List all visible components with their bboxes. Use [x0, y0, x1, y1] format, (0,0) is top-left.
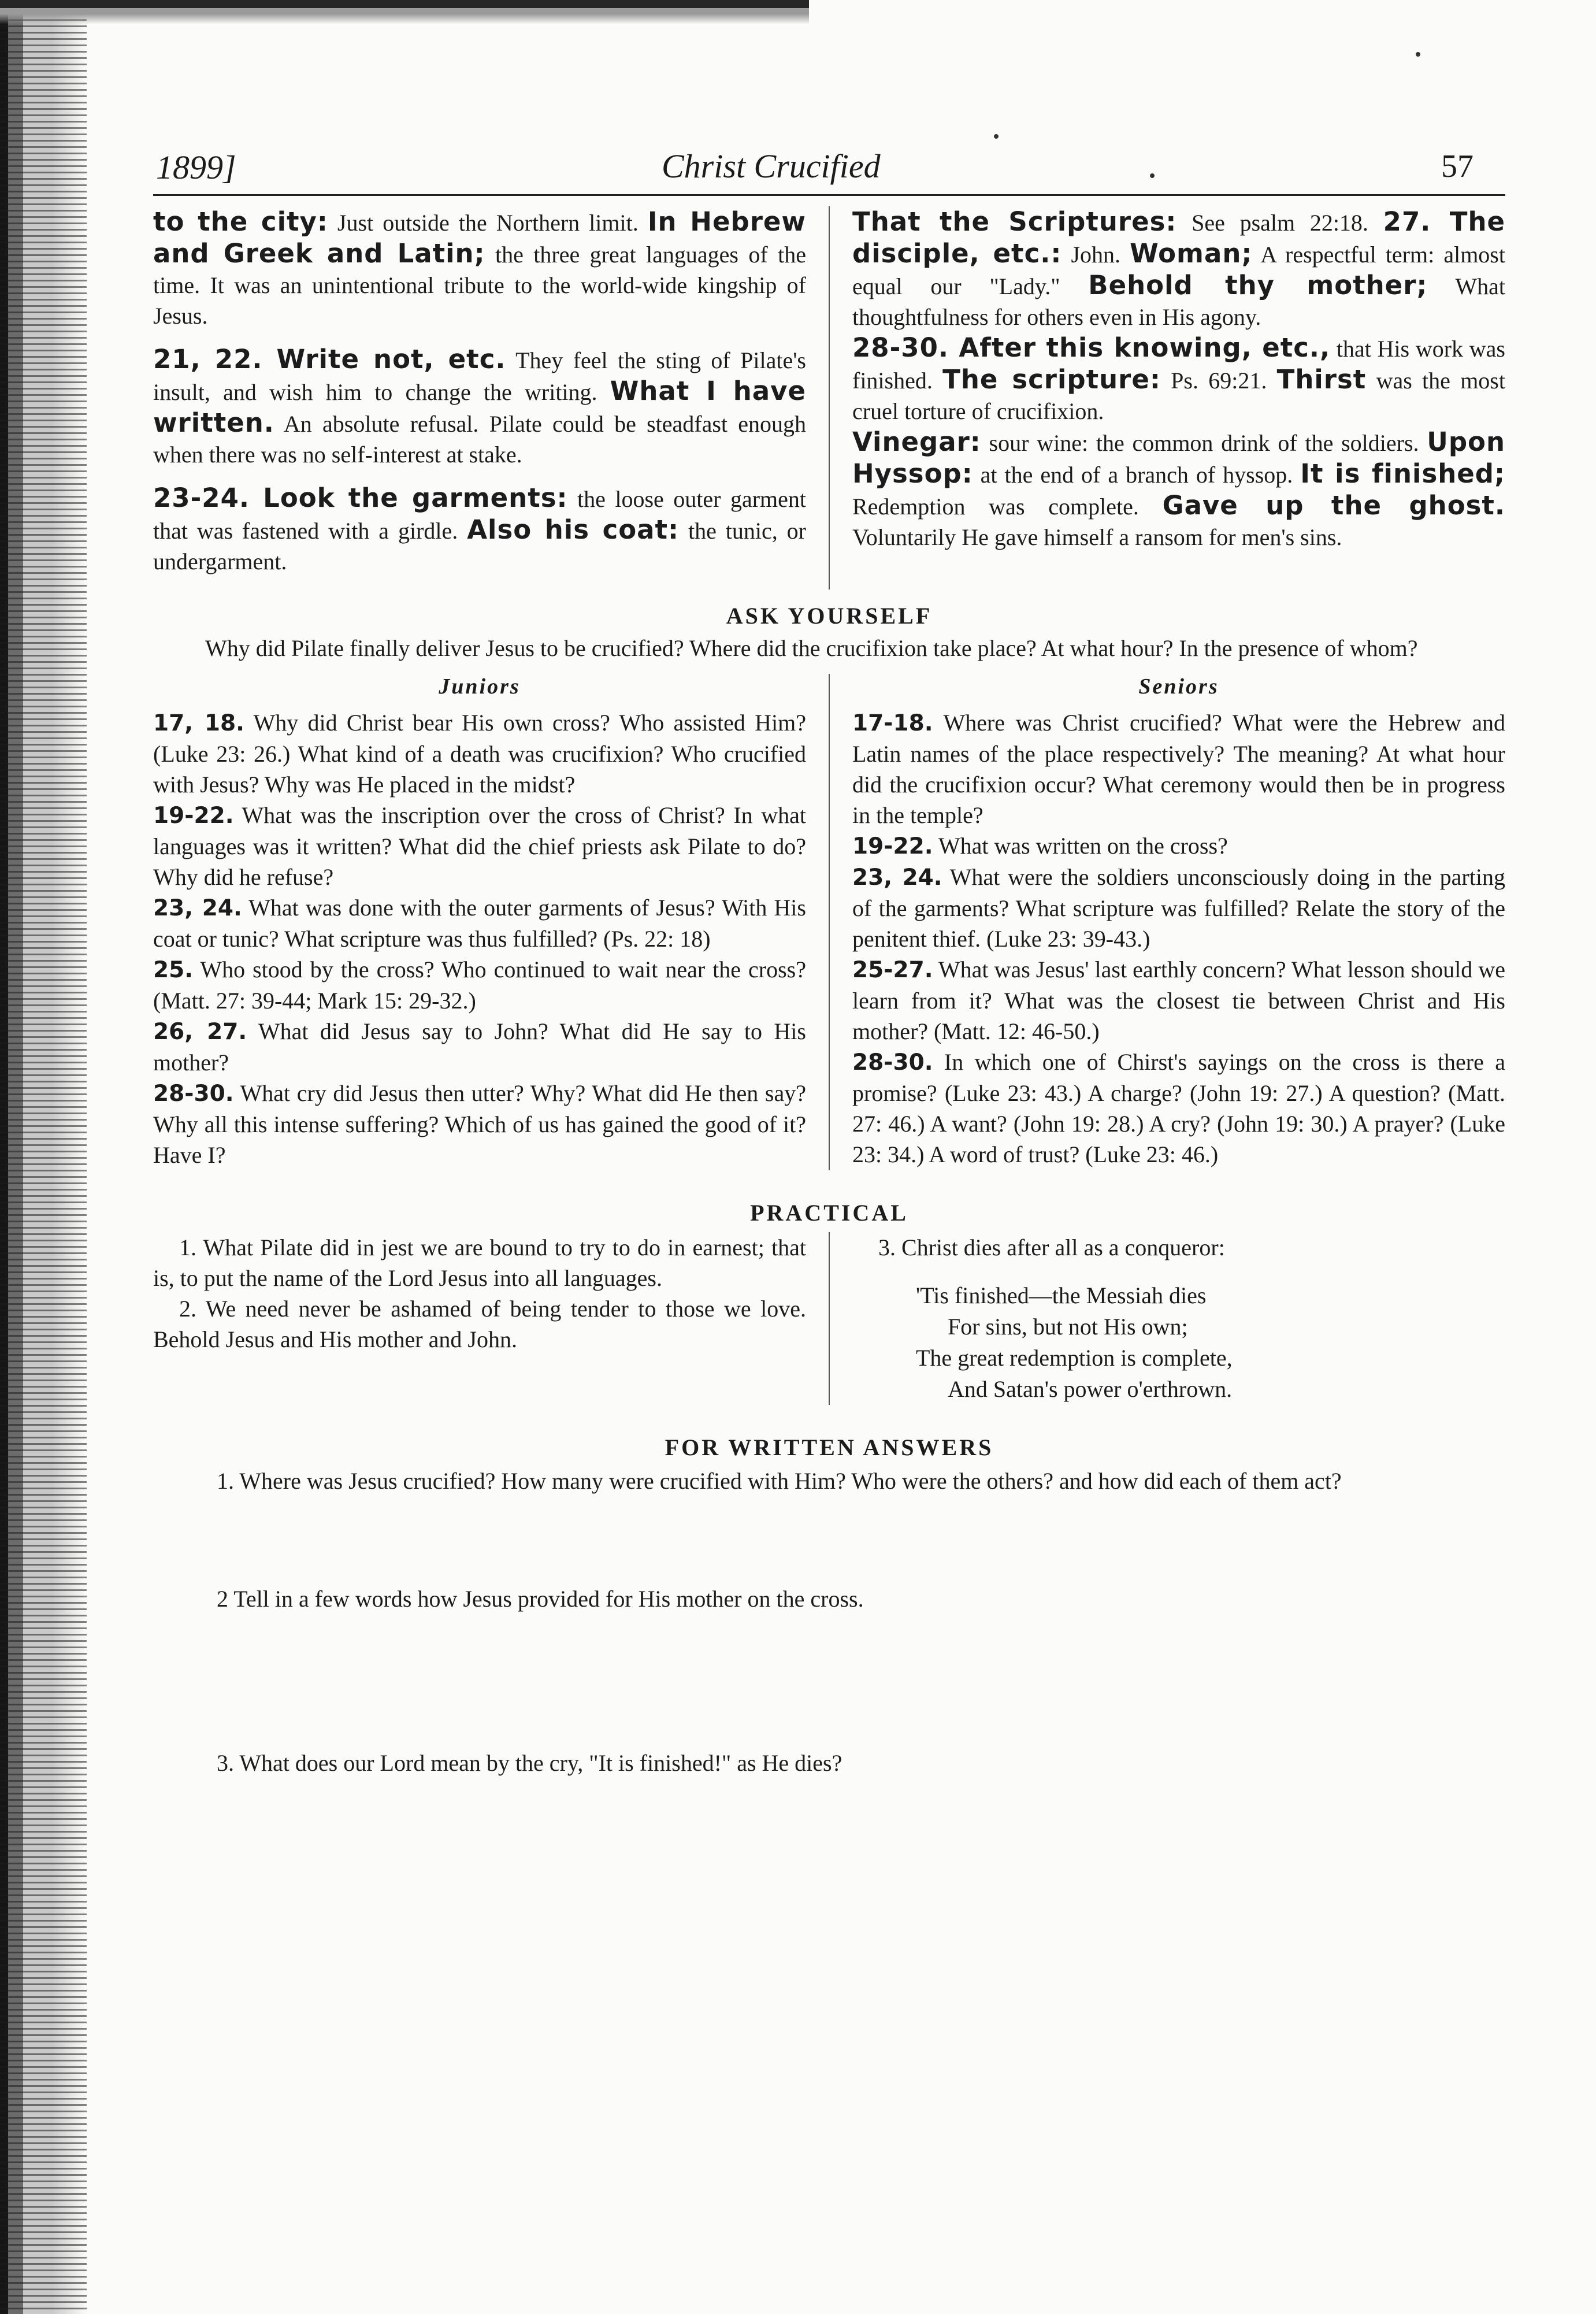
note-paragraph [153, 344, 806, 470]
note-heading: 28-30. After this knowing, etc., [852, 332, 1331, 363]
question-item [852, 830, 1505, 862]
practical-item: 2. We need never be ashamed of being tender to those we love. Behold Jesus and His mother and John. [153, 1296, 806, 1352]
note-heading: Behold thy mother; [1088, 270, 1428, 301]
note-heading: 21, 22. Write not, etc. [153, 344, 506, 374]
note-text: was the most cruel torture of crucifixion. [852, 368, 1505, 424]
note-text: sour wine: the common drink of the soldiers. [981, 430, 1427, 456]
note-text: at the end of a branch of hyssop. [973, 462, 1301, 488]
note-text: Voluntarily He gave himself a ransom for men's sins. [852, 524, 1342, 550]
juniors-questions [153, 707, 806, 1170]
question-item [852, 707, 1505, 830]
question-number: 17-18. [852, 710, 933, 736]
practical-heading: PRACTICAL [750, 1200, 908, 1226]
question-item [153, 1078, 806, 1170]
hymn-line: And Satan's power o'erthrown. [948, 1376, 1233, 1402]
practical-section [153, 1232, 1505, 1405]
note-heading: Vinegar: [852, 427, 981, 457]
question-number: 17, 18. [153, 710, 245, 736]
question-number: 23, 24. [153, 895, 242, 921]
written-answers-heading: FOR WRITTEN ANSWERS [665, 1434, 994, 1460]
note-heading: Woman; [1130, 238, 1253, 269]
hymn-verse [916, 1280, 1505, 1405]
question-text: What was written on the cross? [933, 833, 1228, 859]
practical-right-column [852, 1232, 1505, 1405]
written-question: 2 Tell in a few words how Jesus provided for His mother on the cross. [217, 1586, 864, 1612]
note-heading: Upon Hyssop: [852, 427, 1505, 489]
question-text: Why did Christ bear His own cross? Who assisted Him? (Luke 23: 26.) What kind of a death was crucifixion? Who crucified with Jesus? Why was He placed in the midst? [153, 710, 806, 798]
question-item [153, 707, 806, 800]
note-text: Ps. 69:21. [1160, 368, 1277, 394]
note-text: Just outside the Northern limit. [328, 210, 648, 236]
note-text: A respectful term: almost equal our "Lady." [852, 242, 1505, 299]
note-text: They feel the sting of Pilate's insult, and wish him to change the writing. [153, 347, 806, 405]
note-paragraph [852, 206, 1505, 332]
note-heading: It is finished; [1300, 458, 1505, 489]
note-paragraph [153, 483, 806, 577]
question-text: What did Jesus say to John? What did He say to His mother? [153, 1018, 806, 1076]
question-item [852, 1047, 1505, 1170]
written-question: 1. Where was Jesus crucified? How many were crucified with Him? Who were the others? and how did each of them act? [217, 1468, 1342, 1494]
header-title: Christ Crucified [662, 147, 881, 185]
questions-section [153, 674, 1505, 1170]
note-text: What thoughtfulness for others even in His agony. [852, 273, 1505, 330]
note-paragraph [852, 332, 1505, 427]
scan-shadow-edge [0, 0, 87, 2314]
note-text: Redemption was complete. [852, 494, 1163, 520]
notes-right-column [852, 206, 1505, 589]
note-heading: to the city: [153, 206, 328, 237]
question-item [153, 800, 806, 892]
question-text: In which one of Chirst's sayings on the cross is there a promise? (Luke 23: 43.) A charge? (John 19: 27.) A question? (Matt. 27: 46.) A want? (John 19: 28.) A cry? (John 19: 30.) A prayer? (Luke 23: 34.) A word of trust? (Luke 23: 46.) [852, 1049, 1505, 1167]
hymn-line: The great redemption is complete, [916, 1345, 1233, 1371]
note-heading: That the Scriptures: [852, 206, 1177, 237]
question-number: 19-22. [852, 833, 933, 859]
question-text: What was Jesus' last earthly concern? What lesson should we learn from it? What was the closest tie between Christ and His mother? (Matt. 12: 46-50.) [852, 956, 1505, 1044]
note-text: the loose outer garment that was fastened with a girdle. [153, 486, 806, 544]
note-heading: 23-24. Look the garments: [153, 483, 568, 513]
hymn-line: 'Tis finished—the Messiah dies [916, 1282, 1207, 1308]
note-text: An absolute refusal. Pilate could be steadfast enough when there was no self-interest at stake. [153, 411, 806, 468]
question-text: What was the inscription over the cross of Christ? In what languages was it written? What did the chief priests ask Pilate to do? Why did he refuse? [153, 802, 806, 890]
question-number: 28-30. [153, 1081, 234, 1107]
question-item [153, 1016, 806, 1078]
question-text: What cry did Jesus then utter? Why? What did He then say? Why all this intense suffering? Which of us has gained the good of it? Have I? [153, 1080, 806, 1168]
juniors-heading: Juniors [439, 674, 521, 699]
question-text: Who stood by the cross? Who continued to wait near the cross? (Matt. 27: 39-44; Mark 15: 29-32.) [153, 956, 806, 1014]
notes-section [153, 206, 1505, 589]
question-text: What was done with the outer garments of Jesus? With His coat or tunic? What scripture was thus fulfilled? (Ps. 22: 18) [153, 895, 806, 952]
question-number: 26, 27. [153, 1019, 247, 1045]
question-text: What were the soldiers unconsciously doing in the parting of the garments? What scripture was fulfilled? Relate the story of the penitent thief. (Luke 23: 39-43.) [852, 864, 1505, 952]
notes-left-column [153, 206, 806, 589]
seniors-questions [852, 707, 1505, 1170]
note-heading: 27. The disciple, etc.: [852, 206, 1506, 269]
note-text: the three great languages of the time. It was an unintentional tribute to the world-wide kingship of Jesus. [153, 242, 806, 329]
practical-item: 3. Christ dies after all as a conqueror: [878, 1234, 1225, 1260]
seniors-heading: Seniors [1138, 674, 1219, 699]
scan-speck [994, 134, 999, 139]
question-text: Where was Christ crucified? What were the Hebrew and Latin names of the place respectively? The meaning? At what hour did the crucifixion occur? What ceremony would then be in progress in the temple? [852, 710, 1505, 828]
note-heading: Gave up the ghost. [1162, 490, 1505, 521]
note-text: John. [1061, 242, 1130, 268]
written-question: 3. What does our Lord mean by the cry, "It is finished!" as He dies? [217, 1750, 842, 1776]
question-item [852, 954, 1505, 1047]
note-text: See psalm 22:18. [1176, 210, 1383, 236]
note-heading: In Hebrew and Greek and Latin; [153, 206, 806, 269]
seniors-column [852, 674, 1505, 1170]
question-number: 19-22. [153, 803, 234, 829]
ask-yourself-intro: Why did Pilate finally deliver Jesus to be crucified? Where did the crucifixion take place? At what hour? In the presence of whom? [205, 635, 1418, 661]
question-item [852, 862, 1505, 954]
question-number: 25-27. [852, 957, 933, 983]
note-heading: What I have written. [153, 376, 806, 438]
scan-shadow-top [0, 0, 809, 24]
question-number: 28-30. [852, 1050, 933, 1076]
ask-yourself-heading: ASK YOURSELF [726, 603, 933, 629]
question-item [153, 954, 806, 1016]
question-number: 25. [153, 957, 194, 983]
question-number: 23, 24. [852, 865, 942, 891]
page [153, 139, 1505, 1779]
practical-left-column [153, 1232, 806, 1405]
note-heading: Thirst [1276, 364, 1367, 395]
note-paragraph [153, 206, 806, 331]
column-divider [829, 206, 830, 589]
note-text: that His work was finished. [852, 336, 1505, 394]
note-text: the tunic, or undergarment. [153, 518, 806, 574]
hymn-line: For sins, but not His own; [948, 1314, 1188, 1340]
scan-speck [1416, 52, 1420, 57]
question-item [153, 892, 806, 954]
note-heading: The scripture: [942, 364, 1161, 395]
column-divider [829, 674, 830, 1170]
practical-item: 1. What Pilate did in jest we are bound to try to do in earnest; that is, to put the name of the Lord Jesus into all languages. [153, 1234, 806, 1291]
column-divider [829, 1232, 830, 1405]
note-heading: Also his coat: [467, 514, 680, 545]
note-paragraph [852, 427, 1505, 552]
page-number: 57 [1441, 149, 1473, 184]
juniors-column [153, 674, 806, 1170]
running-header [153, 139, 1505, 196]
header-year: 1899] [156, 149, 236, 186]
